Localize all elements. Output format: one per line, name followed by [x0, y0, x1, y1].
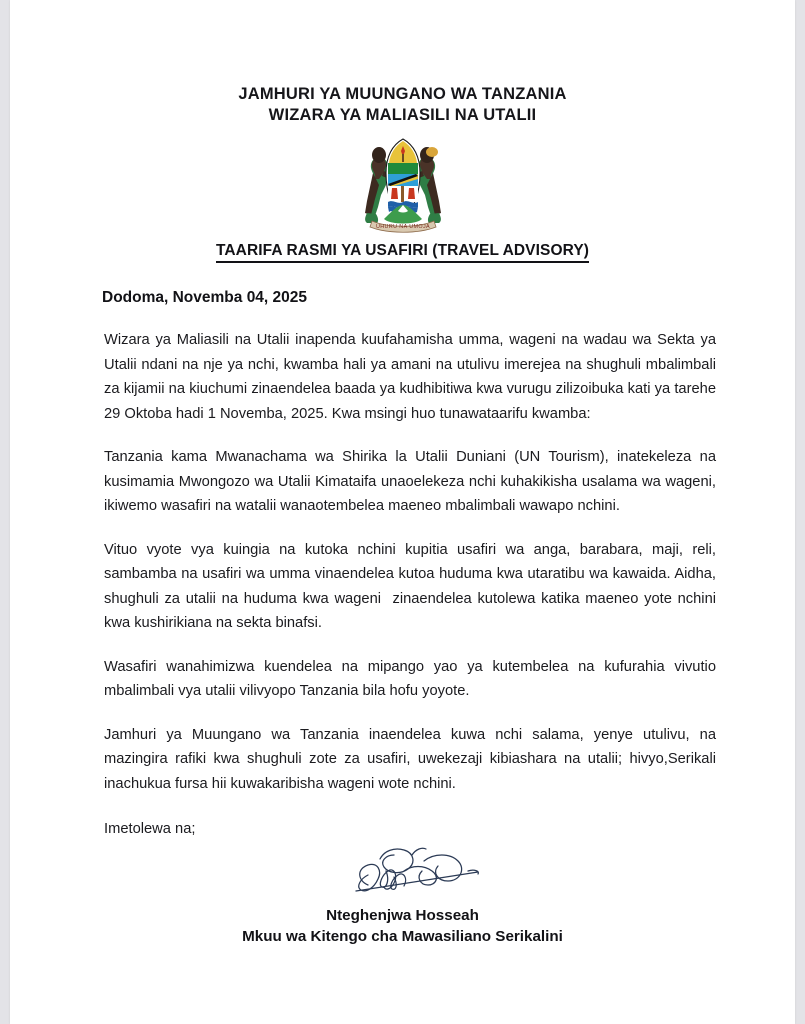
- svg-text:UHURU NA UMOJA: UHURU NA UMOJA: [375, 224, 430, 230]
- signatory-block: [10, 905, 795, 947]
- header-country-line: JAMHURI YA MUUNGANO WA TANZANIA: [238, 85, 567, 103]
- signature-area: [10, 839, 795, 905]
- body-paragraph: Wizara ya Maliasili na Utalii inapenda kuufahamisha umma, wageni na wadau wa Sekta ya Utalii ndani na nje ya nchi, kwamba hali ya amani na utulivu imerejea na shughuli mbalimbali za kijamii na kiuchumi zinaendelea baada ya kudhibitiwa kwa vurugu zilizoibuka kati ya tarehe 29 Oktoba hadi 1 Novemba, 2025. Kwa msingi huo tunawataarifu kwamba:: [104, 332, 721, 422]
- body-paragraph: Vituo vyote vya kuingia na kutoka nchini kupitia usafiri wa anga, barabara, maji, reli, sambamba na usafiri wa umma vinaendelea kutoa huduma kwa utaratibu wa kawaida. Aidha, shughuli za utalii na huduma kwa wageni zinaendelea kutolewa katika maeneo yote nchini kwa kushirikiana na sekta binafsi.: [104, 541, 721, 631]
- issued-by-label: Imetolewa na;: [104, 821, 196, 837]
- document-body: [10, 289, 795, 796]
- tanzania-coat-of-arms-icon: [340, 135, 466, 233]
- handwritten-signature-icon: [328, 841, 496, 903]
- document-header: [10, 84, 795, 126]
- document-page: [10, 0, 795, 1024]
- body-paragraph: Jamhuri ya Muungano wa Tanzania inaendelea kuwa nchi salama, yenye utulivu, na mazingira rafiki kwa shughuli zote za usafiri, uwekezaji kibiashara na utalii; hivyo,Serikali inachukua fursa hii kuwakaribisha wageni wote nchini.: [104, 726, 721, 792]
- body-paragraph: Wasafiri wanahimizwa kuendelea na mipango yao ya kutembelea na kufurahia vivutio mbalimbali vya utalii vilivyopo Tanzania bila hofu yoyote.: [104, 658, 721, 699]
- document-title-row: [10, 242, 795, 263]
- dateline: Dodoma, Novemba 04, 2025: [102, 289, 308, 306]
- coat-of-arms-emblem: [10, 135, 795, 233]
- header-ministry-line: WIZARA YA MALIASILI NA UTALII: [268, 106, 537, 124]
- signatory-position: Mkuu wa Kitengo cha Mawasiliano Serikalini: [242, 928, 563, 945]
- signatory-name: Nteghenjwa Hosseah: [326, 907, 479, 924]
- page-title: TAARIFA RASMI YA USAFIRI (TRAVEL ADVISORY): [216, 242, 589, 263]
- body-paragraph: Tanzania kama Mwanachama wa Shirika la Utalii Duniani (UN Tourism), inatekeleza na kusimamia Mwongozo wa Utalii Kimataifa unaoelekeza nchi kuhakikisha usalama wa wageni, ikiwemo wasafiri na watalii wanaotembelea maeneo mbalimbali wawapo nchini.: [104, 449, 721, 514]
- travel-advisory-document: [10, 0, 795, 1024]
